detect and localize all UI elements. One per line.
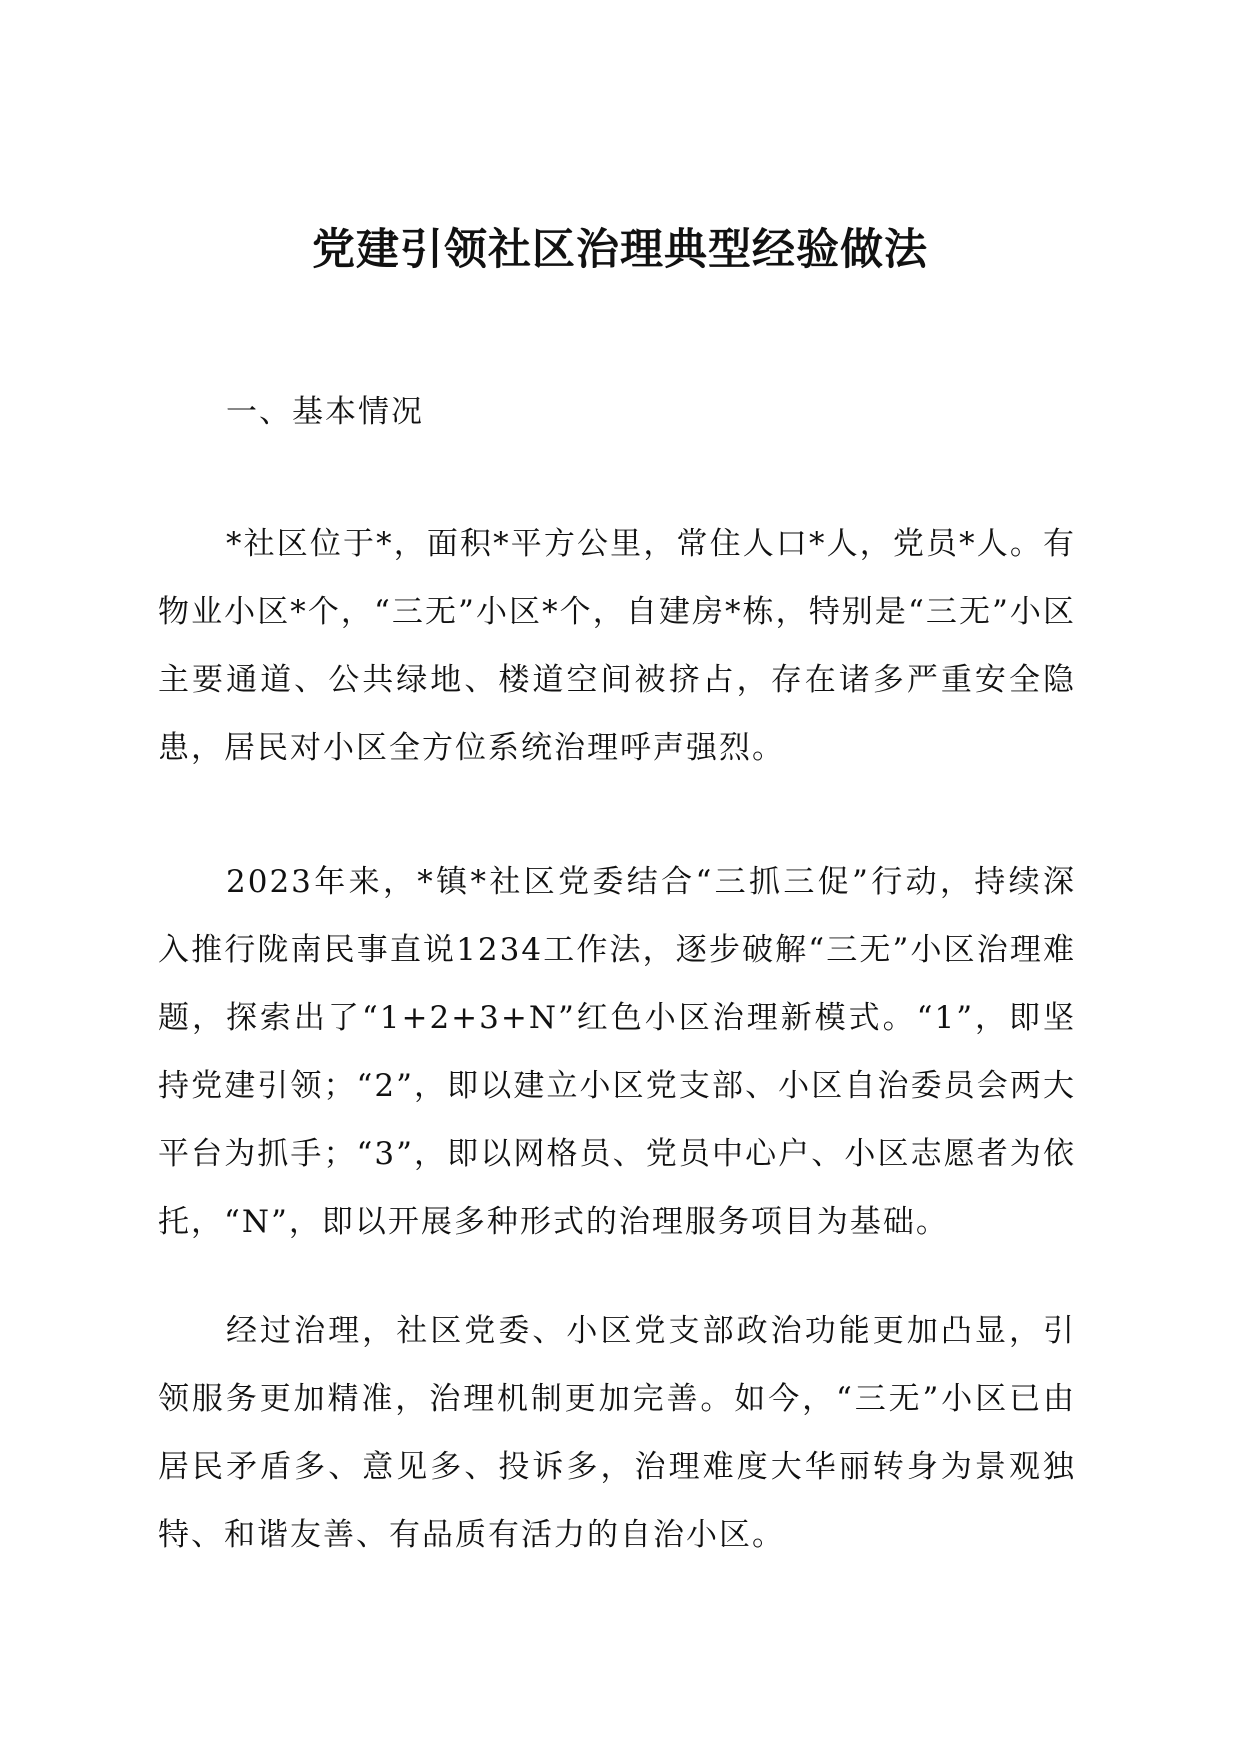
paragraph-governance-model: 2023年来，*镇*社区党委结合“三抓三促”行动，持续深入推行陇南民事直说1234工作法，逐步破解“三无”小区治理难题，探索出了“1+2+3+N”红色小区治理新模式。“1”，即坚持党建引领；“2”，即以建立小区党支部、小区自治委员会两大平台为抓手；“3”，即以网格员、党员中心户、小区志愿者为依托，“N”，即以开展多种形式的治理服务项目为基础。	[158, 864, 1076, 1240]
document-title: 党建引领社区治理典型经验做法	[312, 225, 928, 275]
paragraph-results: 经过治理，社区党委、小区党支部政治功能更加凸显，引领服务更加精准，治理机制更加完善。如今，“三无”小区已由居民矛盾多、意见多、投诉多，治理难度大华丽转身为景观独特、和谐友善、有品质有活力的自治小区。	[158, 1313, 1076, 1553]
section-heading: 一、基本情况	[226, 394, 424, 430]
paragraph-basic-info: *社区位于*，面积*平方公里，常住人口*人，党员*人。有物业小区*个，“三无”小区*个，自建房*栋，特别是“三无”小区主要通道、公共绿地、楼道空间被挤占，存在诸多严重安全隐患，居民对小区全方位系统治理呼声强烈。	[158, 526, 1076, 766]
